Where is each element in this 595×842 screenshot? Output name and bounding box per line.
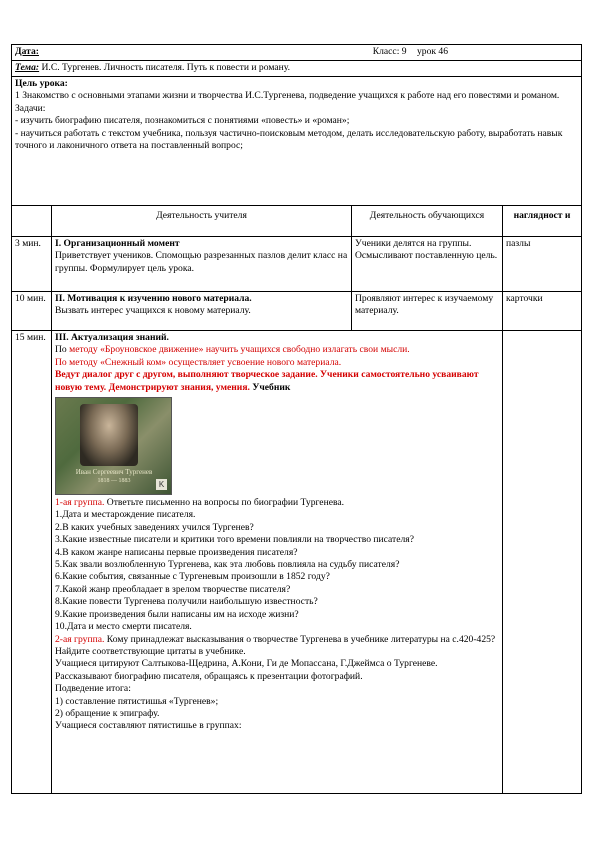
method-line-3: Ведут диалог друг с другом, выполняют творческое задание. Ученики самостоятельно усваивают новую тему. Демонстрируют знания, умения. Учебник [55,369,479,393]
tasks-label: Задачи: [15,102,46,114]
question: 1.Дата и местарождение писателя. [55,509,196,521]
question: 9.Какие произведения были написаны им на исходе жизни? [55,608,299,620]
question: 10.Дата и место смерти писателя. [55,621,192,633]
stage-row [12,292,582,331]
task-1: - изучить биографию писателя, познакомиться с понятиями «повесть» и «роман»; [15,115,350,127]
stage-resources: пазлы [503,237,582,292]
question: 7.Какой жанр преобладает в зрелом творчестве писателя? [55,583,291,595]
col-resources: наглядност и [503,206,582,237]
citation-line: Учащиеся цитируют Салтыкова-Щедрина, А.Кони, Ги де Мопассана, Г.Джеймса о Тургеневе. [55,658,438,670]
goal-row [12,77,582,206]
group1-line: 1-ая группа. Ответьте письменно на вопросы по биографии Тургенева. [55,497,345,509]
stage-title: III. Актуализация знаний. [55,332,169,343]
portrait [80,404,138,466]
stage-title: II. Мотивация к изучению нового материала. [55,293,252,304]
goal-heading: Цель урока: [15,78,68,89]
summary-item: 1) составление пятистишья «Тургенев»; [55,695,219,707]
task-2: - научиться работать с текстом учебника, пользуя частично-поисковым методом, делать исследовательскую работу, выработать навык точного и лаконичного ответа на поставленный вопрос; [15,127,563,152]
lesson-plan [11,44,581,794]
question: 6.Какие события, связанные с Тургеневым произошли в 1852 году? [55,571,330,583]
header-row [12,45,582,61]
question: 3.Какие известные писатели и критики того времени повлияли на творчество писателя? [55,534,414,546]
date-label: Дата: [15,46,39,57]
turgenev-portrait-image [55,397,172,495]
photo-caption-name: Иван Сергеевич Тургенев [75,468,153,477]
lesson-label: урок 46 [416,46,449,57]
summary-label: Подведение итога: [55,683,131,695]
stage-students: Проявляют интерес к изучаемому материалу. [352,292,503,331]
stage-title: I. Организационный момент [55,238,180,249]
biography-line: Рассказывают биографию писателя, обращаясь к презентации фотографий. [55,670,363,682]
col-teacher: Деятельность учителя [52,206,352,237]
photo-caption-years: 1818 — 1883 [97,478,131,485]
question: 5.Как звали возлюбленную Тургенева, как эта любовь повлияла на судьбу писателя? [55,559,400,571]
summary-item: 2) обращение к эпиграфу. [55,707,160,719]
stage-time: 3 мин. [12,237,52,292]
stage-time: 15 мин. [12,331,52,794]
question: 2.В каких учебных заведениях учился Тургенев? [55,521,254,533]
method-line-2: По методу «Снежный ком» осуществляет усвоение нового материала. [55,356,342,368]
stage-row [12,237,582,292]
stage-resources: карточки [503,292,582,331]
stage-time: 10 мин. [12,292,52,331]
stage-row [12,331,582,794]
summary-item: Учащиеся составляют пятистишье в группах: [55,720,242,732]
logo-icon: K [156,479,167,490]
topic-text: И.С. Тургенев. Личность писателя. Путь к повести и роману. [39,62,290,73]
stage-text: Вызвать интерес учащихся к новому материалу. [55,305,251,317]
topic-row [12,61,582,77]
method-line-1: По методу «Броуновское движение» научить учащихся свободно излагать свои мысли. [55,344,410,356]
col-students: Деятельность обучающихся [352,206,503,237]
class-label: Класс: 9 [372,46,407,57]
topic-label: Тема: [15,62,40,73]
stage-text: Приветствует учеников. Спомощью разрезанных пазлов делит класс на группы. Формулирует цель урока. [55,250,348,274]
group2-line: 2-ая группа. Кому принадлежат высказывания о творчестве Тургенева в учебнике литературы на с.420-425? Найдите соответствующие цитаты в учебнике. [55,633,496,657]
goal-text: 1 Знакомство с основными этапами жизни и творчества И.С.Тургенева, подведение учащихся к работе над его повестями и романом. [15,90,560,102]
question: 4.В каком жанре написаны первые произведения писателя? [55,546,298,558]
lesson-table [11,44,582,794]
columns-row [12,206,582,237]
stage-students: Ученики делятся на группы. Осмысливают поставленную цель. [352,237,503,292]
question: 8.Какие повести Тургенева получили наибольшую известность? [55,596,318,608]
